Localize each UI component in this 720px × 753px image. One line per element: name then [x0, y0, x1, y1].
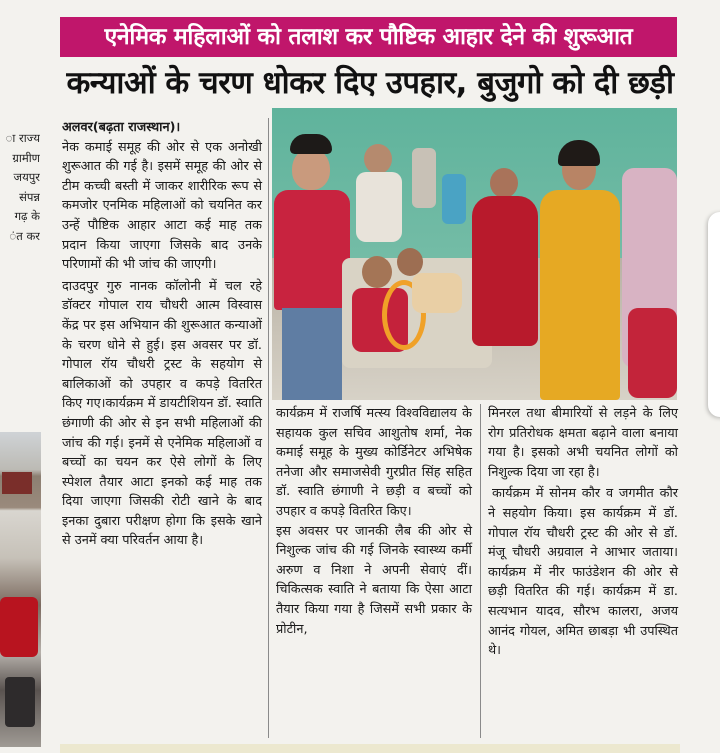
- person-head: [292, 148, 330, 190]
- kicker-headline: एनेमिक महिलाओं को तलाश कर पौष्टिक आहार देने की शुरूआत: [60, 17, 677, 57]
- photo-shape: [0, 597, 38, 657]
- snippet-line: ग्रामीण: [12, 150, 40, 165]
- photo-shape: [5, 677, 35, 727]
- woman-saree: [540, 190, 620, 400]
- next-article-strip: [60, 744, 680, 753]
- girl-dress: [412, 273, 462, 313]
- dateline: अलवर(बढ़ता राजस्थान)।: [62, 120, 181, 135]
- girl-head: [397, 248, 423, 276]
- paragraph: मिनरल तथा बीमारियों से लड़ने के लिए रोग प्रतिरोधक क्षमता बढ़ाने वाला बनाया गया है। इसको अभी चयनित लोगों को निशुल्क दिया जा रहा है।: [488, 406, 678, 480]
- person-shirt: [356, 172, 402, 242]
- crowd: [628, 308, 677, 398]
- snippet-line: संपन्न: [19, 189, 40, 204]
- event-photo: [272, 108, 677, 400]
- woman-head: [490, 168, 518, 198]
- column-divider: [480, 404, 481, 738]
- snippet-line: ंत कर: [9, 228, 40, 243]
- person-head: [364, 144, 392, 174]
- background-person: [412, 148, 436, 208]
- photo-shape: [2, 472, 32, 494]
- paragraph: कार्यक्रम में सोनम कौर व जगमीत कौर ने सहयोग किया। इस कार्यक्रम में डॉ. गोपाल रॉय चौधरी ट्रस्ट की ओर से डॉ. मंजू चौधरी अग्रवाल ने आभार जताया। कार्यक्रम में नीर फाउंडेशन की ओर से छड़ी वितरित की गई। कार्यक्रम में डा. सत्यभान यादव, सौरभ कालरा, अजय आनंद गोयल, अमित छाबड़ा भी उपस्थित थे।: [488, 486, 678, 659]
- background-person: [442, 174, 466, 224]
- person-hair: [290, 134, 332, 154]
- girl-head: [362, 256, 392, 288]
- paragraph: दाउदपुर गुरु नानक कॉलोनी में चल रहे डॉक्टर गोपाल राय चौधरी आत्म विस्वास केंद्र पर इस अभियान की शुरूआत कन्याओं के चरण धोने से हुई। इस अवसर पर डॉ. गोपाल रॉय चौधरी ट्रस्ट के सहयोग से बालिकाओं को उपहार व कपड़े वितरित किए गए।कार्यक्रम में डायटीशियन डॉ. स्वाति छंगाणी की ओर से इन सभी महिलाओं की जांच की गई। इनमें से एनेमिक महिलाओं व बच्चों का चयन कर ऐसे लोगों के लिए स्पेशल तैयार आटा इनको कई माह तक दिया जाएगा जिसकी रोटी खाने के बाद इनका दुबारा परीक्षण होगा कि इसके खाने से उनमें क्या परिवर्तन आया है।: [62, 278, 262, 549]
- column-divider: [268, 118, 269, 738]
- paragraph: कार्यक्रम में राजर्षि मत्स्य विश्वविद्यालय के सहायक कुल सचिव आशुतोष शर्मा, नेक कमाई समूह के मुख्य कोर्डिनेटर अभिषेक तनेजा और समाजसेवी गुरप्रीत सिंह सहित डॉ. स्वाति छंगाणी ने छड़ी व बच्चों को उपहार व कपड़े वितरित किए।: [276, 406, 472, 519]
- person-jeans: [282, 308, 342, 400]
- paragraph: इस अवसर पर जानकी लैब की ओर से निशुल्क जांच की गई जिनके स्वास्थ्य कर्मी अरुण व निशा ने अपनी सेवाएं दीं। चिकित्सक स्वाति ने बताया कि ऐसा आटा तैयार किया गया है जिसमें सभी प्रकार के प्रोटीन,: [276, 523, 472, 637]
- snippet-line: जयपुर: [13, 170, 40, 185]
- side-panel-handle[interactable]: [708, 212, 720, 417]
- adjacent-article-snippet: [0, 129, 40, 249]
- article-column-3: [488, 404, 678, 661]
- woman-kurta: [472, 196, 538, 346]
- main-headline: कन्याओं के चरण धोकर दिए उपहार, बुजुगो को दी छड़ी: [66, 65, 674, 101]
- snippet-line: ा राज्य: [5, 131, 40, 145]
- article-column-1: [62, 118, 262, 551]
- snippet-line: गढ़ के: [14, 209, 40, 224]
- article-column-2: [276, 404, 472, 639]
- person-shirt: [274, 190, 350, 310]
- adjacent-photo-crop: [0, 432, 41, 747]
- paragraph: नेक कमाई समूह की ओर से एक अनोखी शुरूआत की गई है। इसमें समूह की ओर से टीम कच्ची बस्ती में जाकर शारीरिक रूप से कमजोर एनमिक महिलाओं को चयनित कर उन्हें पौष्टिक आहार आटा कई माह तक प्रदान किया जाएगा जिसके बाद उनके परिणामों की भी जांच की जाएगी।: [62, 139, 262, 273]
